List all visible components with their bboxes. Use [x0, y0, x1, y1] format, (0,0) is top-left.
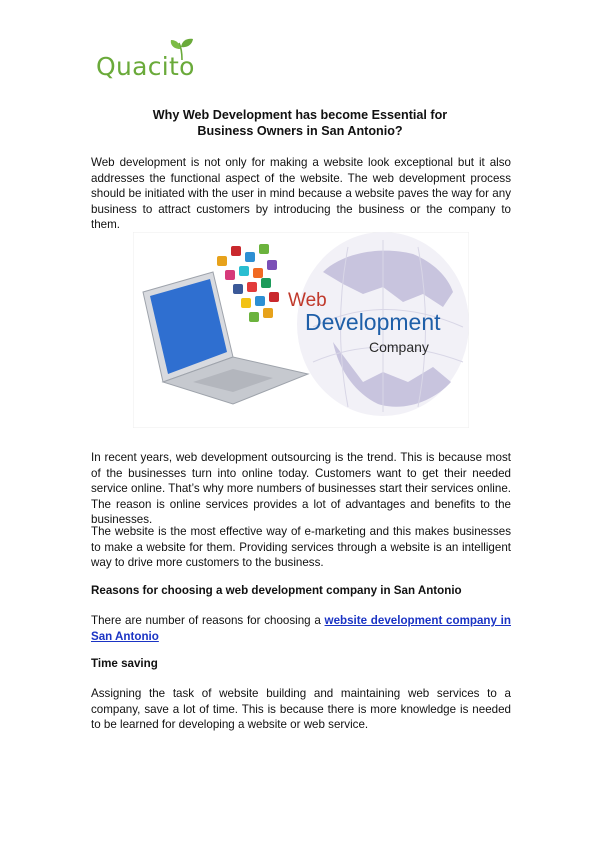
title-line-2: Business Owners in San Antonio? [197, 124, 403, 138]
hero-image [133, 232, 469, 428]
reasons-paragraph [91, 613, 511, 644]
article-title [90, 107, 510, 139]
hero-text-company: Company [369, 339, 429, 355]
time-saving-heading: Time saving [91, 657, 158, 670]
intro-paragraph: Web development is not only for making a website look exceptional but it also addresses the functional aspect of the website. The web development process should be initiated with the user in mind because a website paves the way for any business to attract customers by introducing the business or the company to them. [91, 156, 511, 232]
brand-name: Quacito [96, 52, 195, 81]
hero-text-web: Web [288, 290, 327, 311]
reasons-text: There are number of reasons for choosing a [91, 614, 325, 627]
hero-text-development: Development [305, 309, 441, 335]
reasons-heading: Reasons for choosing a web development company in San Antonio [91, 584, 462, 597]
time-saving-paragraph: Assigning the task of website building and maintaining web services to a company, save a lot of time. This is because there is more knowledge is needed to be learned for developing a website or web service. [91, 687, 511, 732]
website-development-link[interactable]: website development company in San Antonio [91, 614, 511, 643]
outsourcing-paragraph: In recent years, web development outsourcing is the trend. This is because most of the businesses turn into online today. Customers want to get their needed service online. That’s why more numbers of businesses start their services online. The reason is online services provides a lot of advantages and benefits to the businesses. [91, 451, 511, 527]
title-line-1: Why Web Development has become Essential for [152, 108, 448, 122]
emarketing-paragraph: The website is the most effective way of e-marketing and this makes businesses to make a website for them. Providing services through a website is an intelligent way to drive more customers to the business. [91, 525, 511, 570]
quacito-logo [96, 38, 226, 90]
